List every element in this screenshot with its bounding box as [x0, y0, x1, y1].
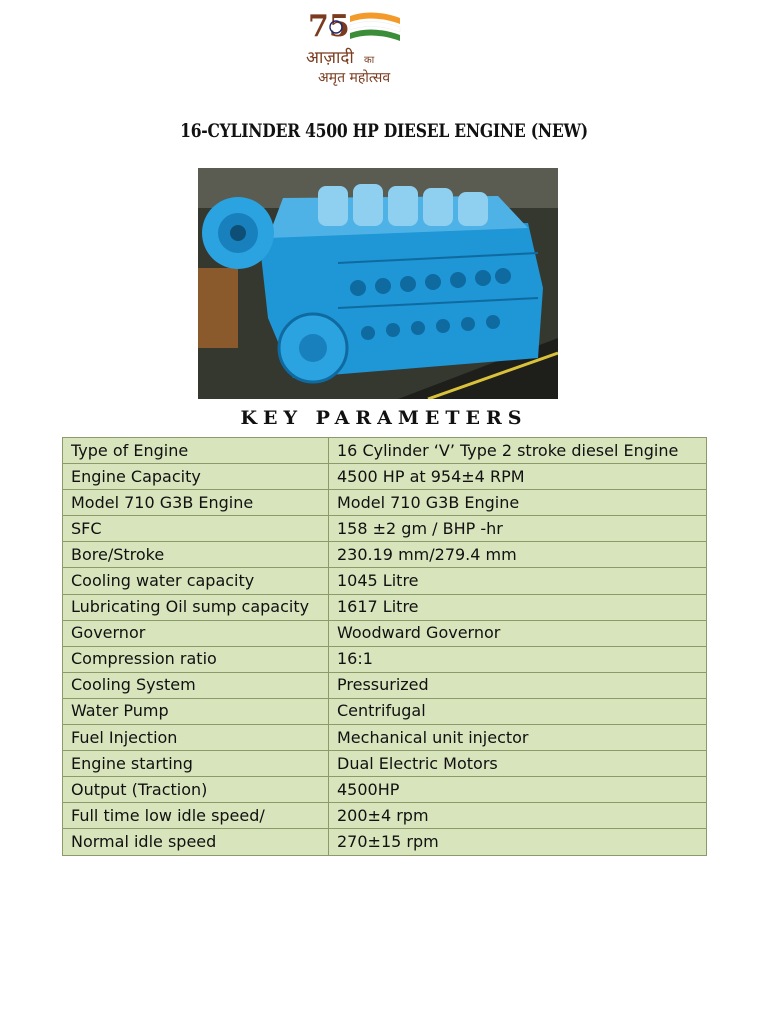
- parameter-label: SFC: [63, 516, 329, 542]
- parameter-label: Fuel Injection: [63, 725, 329, 751]
- parameter-value: Woodward Governor: [329, 620, 707, 646]
- parameter-value: 270±15 rpm: [329, 829, 707, 855]
- table-row: [63, 568, 707, 594]
- parameter-value: 16:1: [329, 646, 707, 672]
- parameter-label: Cooling water capacity: [63, 568, 329, 594]
- parameter-label: Engine starting: [63, 751, 329, 777]
- table-row: [63, 725, 707, 751]
- parameter-value: 4500 HP at 954±4 RPM: [329, 464, 707, 490]
- parameter-label: Engine Capacity: [63, 464, 329, 490]
- parameter-value: Centrifugal: [329, 698, 707, 724]
- table-row: [63, 672, 707, 698]
- parameter-value: 1617 Litre: [329, 594, 707, 620]
- diesel-engine-photo: [198, 168, 558, 399]
- logo-line2: अमृत महोत्सव: [318, 70, 391, 86]
- parameter-value: 1045 Litre: [329, 568, 707, 594]
- table-row: [63, 777, 707, 803]
- table-row: [63, 803, 707, 829]
- parameter-label: Type of Engine: [63, 438, 329, 464]
- parameter-label: Governor: [63, 620, 329, 646]
- flag-green-stripe: [350, 29, 400, 41]
- azadi-ka-amrit-mahotsav-logo: [300, 6, 418, 88]
- page-title: 16-CYLINDER 4500 HP DIESEL ENGINE (NEW): [180, 120, 588, 142]
- table-row: [63, 751, 707, 777]
- table-row: [63, 438, 707, 464]
- table-row: [63, 620, 707, 646]
- table-row: [63, 829, 707, 855]
- parameter-value: 16 Cylinder ‘V’ Type 2 stroke diesel Engine: [329, 438, 707, 464]
- parameter-value: Model 710 G3B Engine: [329, 490, 707, 516]
- parameter-label: Lubricating Oil sump capacity: [63, 594, 329, 620]
- table-row: [63, 698, 707, 724]
- table-row: [63, 542, 707, 568]
- logo-line1: आज़ादी: [306, 48, 354, 68]
- parameter-label: Compression ratio: [63, 646, 329, 672]
- parameter-value: Dual Electric Motors: [329, 751, 707, 777]
- table-row: [63, 594, 707, 620]
- parameter-label: Bore/Stroke: [63, 542, 329, 568]
- parameter-label: Normal idle speed: [63, 829, 329, 855]
- parameter-value: 230.19 mm/279.4 mm: [329, 542, 707, 568]
- table-row: [63, 516, 707, 542]
- parameter-label: Water Pump: [63, 698, 329, 724]
- parameter-value: 158 ±2 gm / BHP -hr: [329, 516, 707, 542]
- parameter-value: Mechanical unit injector: [329, 725, 707, 751]
- key-parameters-heading: KEY PARAMETERS: [240, 407, 528, 429]
- parameter-label: Model 710 G3B Engine: [63, 490, 329, 516]
- table-row: [63, 646, 707, 672]
- parameter-label: Output (Traction): [63, 777, 329, 803]
- parameter-value: 200±4 rpm: [329, 803, 707, 829]
- logo-line1-suffix: का: [364, 55, 375, 66]
- parameter-value: Pressurized: [329, 672, 707, 698]
- parameter-label: Cooling System: [63, 672, 329, 698]
- parameter-value: 4500HP: [329, 777, 707, 803]
- table-row: [63, 464, 707, 490]
- key-parameters-table: [62, 437, 707, 856]
- parameter-label: Full time low idle speed/: [63, 803, 329, 829]
- table-row: [63, 490, 707, 516]
- logo-number: 75: [308, 9, 350, 44]
